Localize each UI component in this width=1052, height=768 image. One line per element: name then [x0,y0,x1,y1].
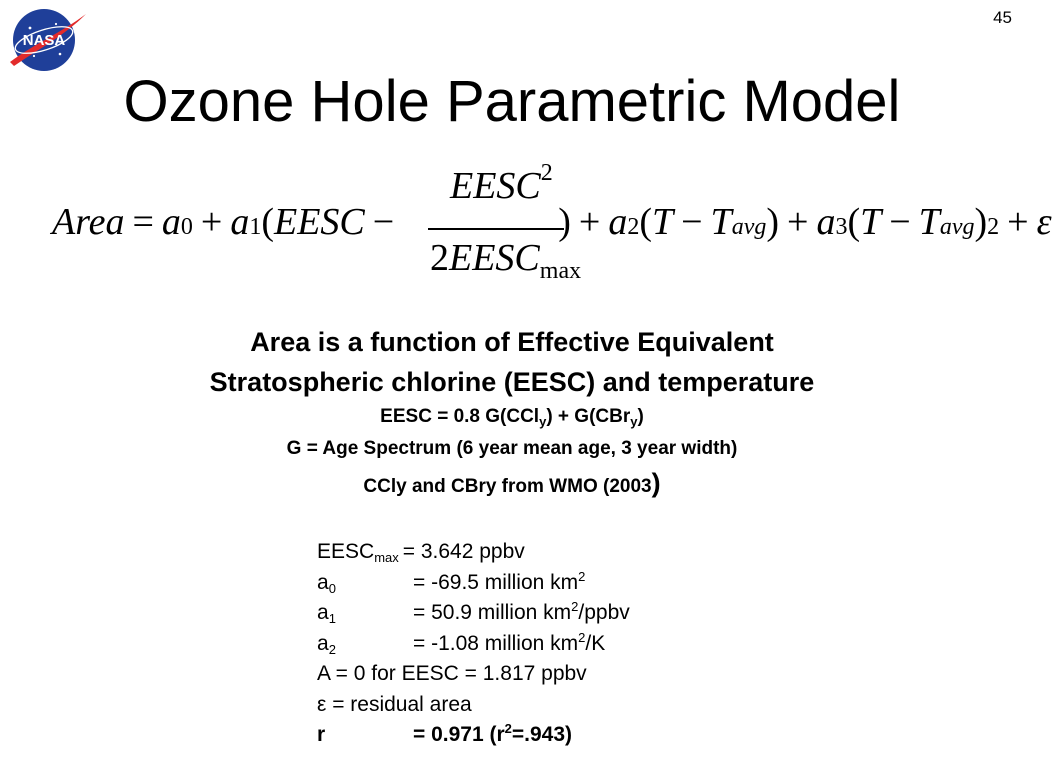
formula-area: Area [52,201,125,243]
param-a1: $a_1$ = 50.9 million $km^2$/ppbv [317,599,630,626]
age-spectrum-line: G = Age Spectrum (6 year mean age, 3 year width) [286,438,738,459]
param-a0: $a_0$ = -69.5 million $km^2$ [317,568,586,596]
eesc-equation: EESC = 0.8 G(CCl$_y$) + G(CBr$_y$) [380,406,644,429]
summary-line-2: Stratospheric chlorine (EESC) and temperature [209,367,815,397]
logo-star [29,27,32,30]
param-eesc-max: $EESC_{max} = 3.642$ ppbv [317,540,525,565]
ozone-area-formula [52,160,1052,294]
formula-main-row: Area = a 0 + a 1 ( EESC − ) + a 2 ( T − T avg ) + a 3 ( T − T avg ) 2 + ε [52,201,1052,243]
nasa-logo [4,4,88,74]
summary-line-1: Area is a function of Effective Equivalent [250,327,774,357]
fraction-denominator: $2EESC_{max}$ [430,237,582,284]
source-line: CCly and CBry from WMO (2003) [363,468,661,498]
param-epsilon: ε = residual area [317,692,472,716]
fraction-numerator: EESC$^2$ [450,160,553,207]
slide-number: 45 [993,8,1012,27]
nasa-meatball-icon [4,4,88,74]
model-summary [0,322,1024,504]
logo-star [33,55,35,57]
logo-star [55,23,57,25]
param-zero-area: A = 0 for EESC = 1.817 ppbv [317,662,587,685]
page-title: Ozone Hole Parametric Model [123,69,901,134]
param-a2: $a_2$ = -1.08 million $km^2/K$ [317,629,606,657]
parameter-list [317,537,630,751]
param-correlation: r = 0.971 $(r^2=.943)$ [317,721,573,746]
logo-text: NASA [22,32,66,49]
logo-star [59,53,62,56]
formula-epsilon: ε [1036,201,1052,243]
